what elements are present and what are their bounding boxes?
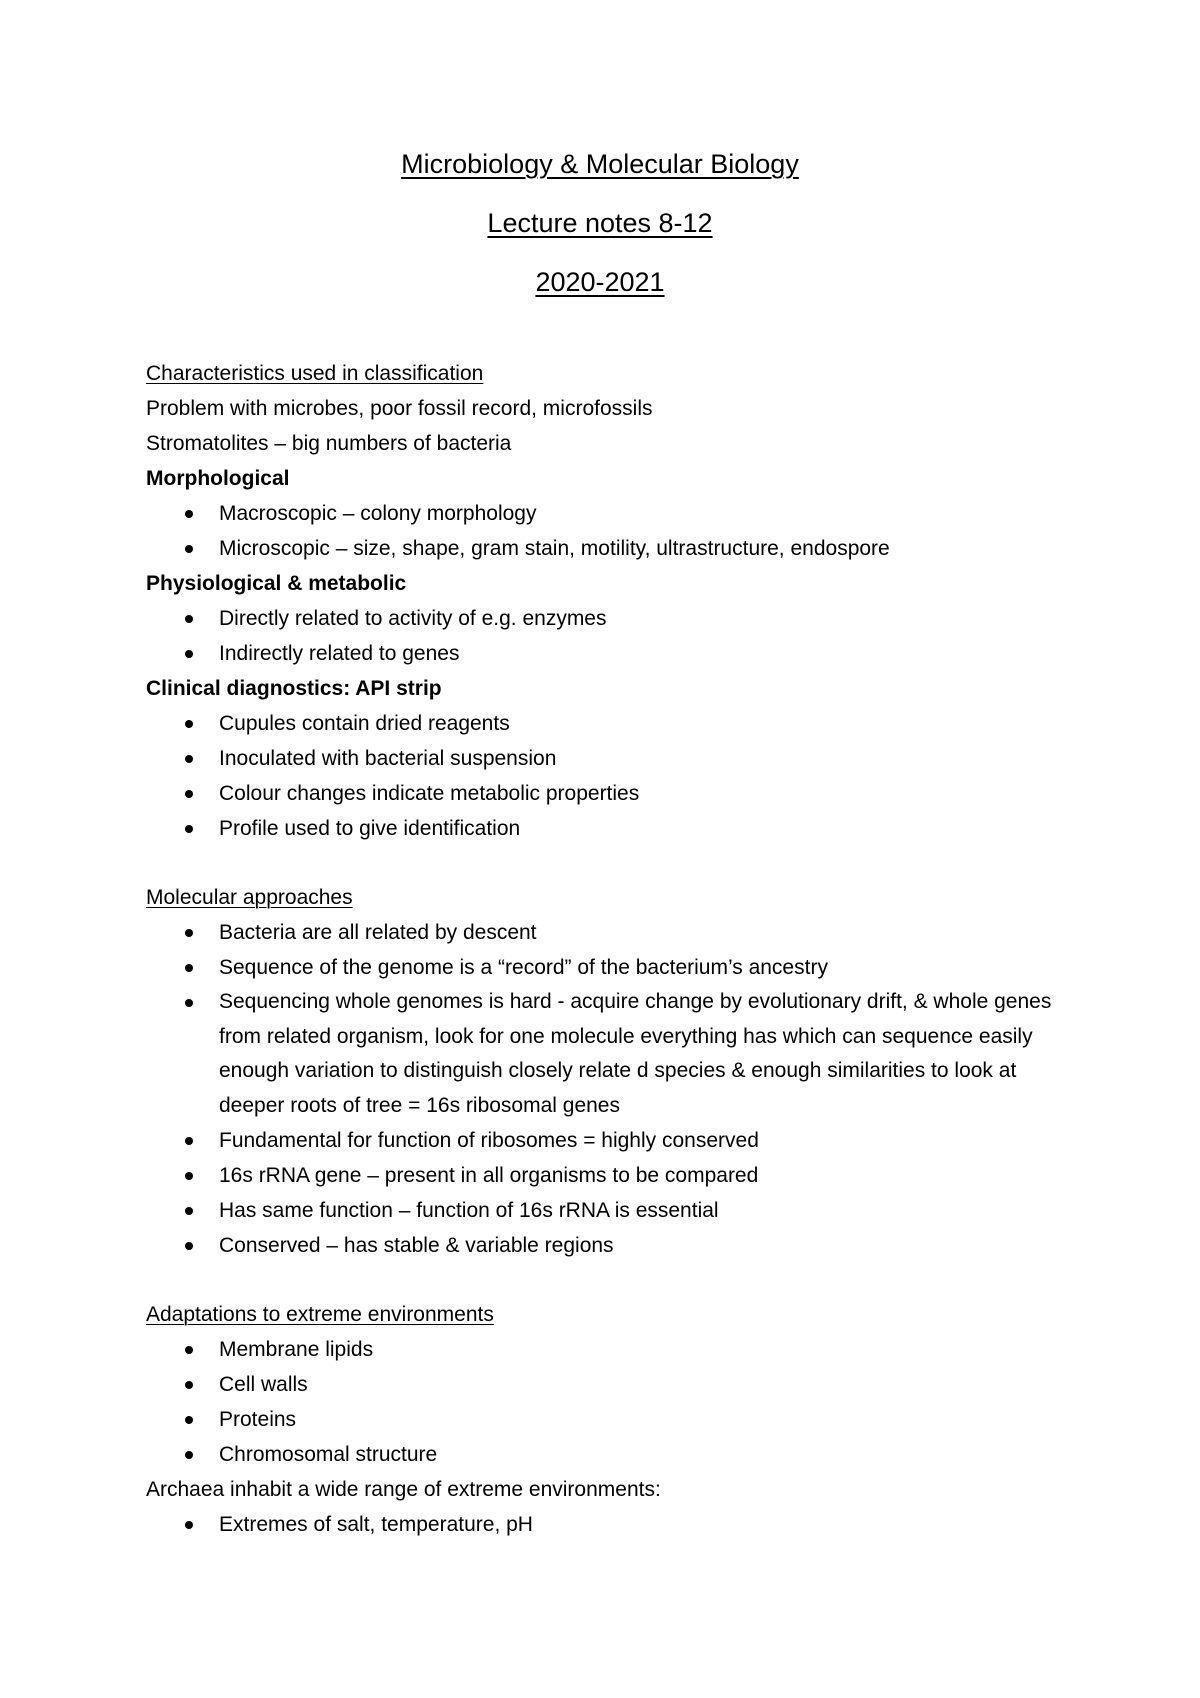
bullet-icon [185, 615, 193, 623]
spacer [146, 1263, 1076, 1297]
bullet-icon [185, 999, 193, 1007]
bullet-icon [185, 1381, 193, 1389]
list-item: Membrane lipids [146, 1332, 1076, 1367]
bullet-icon [185, 1451, 193, 1459]
list-item: Macroscopic – colony morphology [146, 496, 1076, 531]
spacer [146, 846, 1076, 880]
bullet-icon [185, 929, 193, 937]
bullet-icon [185, 1242, 193, 1250]
bullet-icon [185, 1137, 193, 1145]
text-line: Problem with microbes, poor fossil record, microfossils [146, 397, 653, 420]
bullet-list-physiological [146, 601, 1076, 671]
list-item: Fundamental for function of ribosomes = highly conserved [146, 1123, 1076, 1158]
subheading-morphological: Morphological [146, 467, 290, 490]
bullet-icon [185, 545, 193, 553]
bullet-list-clinical [146, 706, 1076, 846]
document-year: 2020-2021 [535, 267, 665, 297]
list-item: Cupules contain dried reagents [146, 706, 1076, 741]
list-item: Colour changes indicate metabolic properties [146, 776, 1076, 811]
bullet-icon [185, 1346, 193, 1354]
bullet-list-morphological [146, 496, 1076, 566]
bullet-icon [185, 755, 193, 763]
list-item: Extremes of salt, temperature, pH [146, 1507, 1076, 1542]
bullet-icon [185, 510, 193, 518]
subheading-clinical: Clinical diagnostics: API strip [146, 677, 442, 700]
document-body [146, 356, 1076, 1542]
document-subtitle: Lecture notes 8-12 [487, 208, 713, 238]
text-line: Archaea inhabit a wide range of extreme environments: [146, 1478, 661, 1501]
bullet-icon [185, 964, 193, 972]
list-item: Inoculated with bacterial suspension [146, 741, 1076, 776]
bullet-icon [185, 1416, 193, 1424]
bullet-icon [185, 720, 193, 728]
bullet-icon [185, 1172, 193, 1180]
bullet-list-molecular [146, 915, 1076, 1263]
list-item: Conserved – has stable & variable regions [146, 1228, 1076, 1263]
bullet-icon [185, 825, 193, 833]
list-item: Chromosomal structure [146, 1437, 1076, 1472]
list-item: Cell walls [146, 1367, 1076, 1402]
list-item: Bacteria are all related by descent [146, 915, 1076, 950]
list-item: 16s rRNA gene – present in all organisms to be compared [146, 1158, 1076, 1193]
list-item: Directly related to activity of e.g. enzymes [146, 601, 1076, 636]
list-item: Proteins [146, 1402, 1076, 1437]
bullet-icon [185, 790, 193, 798]
subheading-physiological: Physiological & metabolic [146, 572, 407, 595]
bullet-list-adaptations [146, 1332, 1076, 1472]
bullet-icon [185, 650, 193, 658]
list-item: Sequence of the genome is a “record” of the bacterium’s ancestry [146, 950, 1076, 985]
list-item: Has same function – function of 16s rRNA is essential [146, 1193, 1076, 1228]
bullet-icon [185, 1521, 193, 1529]
bullet-list-environments [146, 1507, 1076, 1542]
list-item: Sequencing whole genomes is hard - acquire change by evolutionary drift, & whole genes from related organism, look for one molecule everything has which can sequence easily enough variation to distinguish closely relate d species & enough similarities to look at deeper roots of tree = 16s ribosomal genes [146, 985, 1076, 1123]
list-item: Microscopic – size, shape, gram stain, motility, ultrastructure, endospore [146, 531, 1076, 566]
section-heading-classification: Characteristics used in classification [146, 362, 484, 385]
title-block [0, 144, 1200, 321]
section-heading-extreme: Adaptations to extreme environments [146, 1303, 494, 1326]
text-line: Stromatolites – big numbers of bacteria [146, 432, 512, 455]
document-title: Microbiology & Molecular Biology [401, 149, 799, 179]
list-item: Indirectly related to genes [146, 636, 1076, 671]
bullet-icon [185, 1207, 193, 1215]
list-item: Profile used to give identification [146, 811, 1076, 846]
section-heading-molecular: Molecular approaches [146, 886, 353, 909]
